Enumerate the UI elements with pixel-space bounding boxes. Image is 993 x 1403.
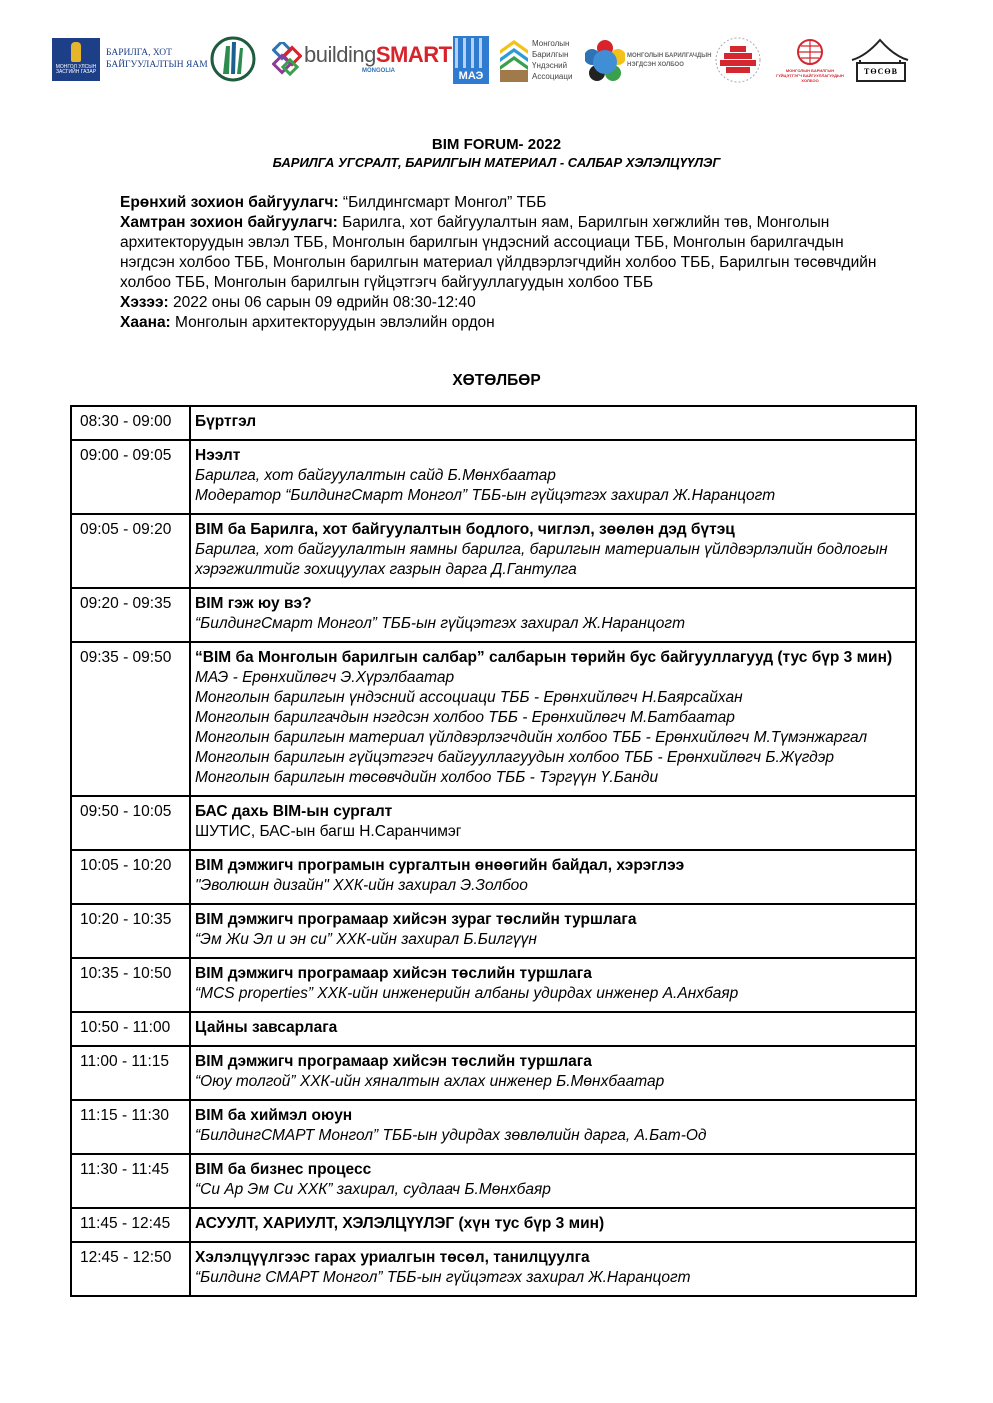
program-row: [71, 642, 916, 796]
session-speaker: ШУТИС, БАС-ын багш Н.Саранчимэг: [195, 823, 462, 840]
layered-roof-icon: [498, 38, 530, 84]
session-cell: [190, 642, 916, 796]
program-row: [71, 406, 916, 440]
session-speaker: “БилдингСМАРТ Монгол” ТББ-ын удирдах зөвлөлийн дарга, А.Бат-Од: [195, 1127, 707, 1144]
program-row: [71, 1208, 916, 1242]
organizer-line: [120, 193, 900, 213]
program-table-body: [71, 406, 916, 1296]
session-cell: [190, 904, 916, 958]
event-info: [120, 193, 900, 333]
session-topic: Нээлт: [195, 447, 241, 464]
session-speaker: “БилдингСмарт Монгол” ТББ-ын гүйцэтгэх захирал Ж.Наранцогт: [195, 615, 685, 632]
where-line: [120, 313, 900, 333]
program-row: [71, 1154, 916, 1208]
session-topic: Цайны завсарлага: [195, 1019, 338, 1036]
association-name: [532, 38, 572, 82]
time-slot: 09:35 - 09:50: [71, 642, 190, 796]
organizer-value: “Билдингсмарт Монгол” ТББ: [338, 194, 547, 211]
association-name-line: Монголын: [532, 39, 570, 48]
session-speaker: Барилга, хот байгуулалтын сайд Б.Мөнхбаатар: [195, 467, 556, 484]
contractors-name: [770, 68, 850, 83]
program-row: [71, 588, 916, 642]
building-materials-producers-logo: [714, 36, 762, 84]
session-topic: BIM дэмжигч програмын сургалтын өнөөгийн байдал, хэрэглээ: [195, 857, 685, 874]
association-name-line: Барилгын: [532, 50, 569, 59]
builders-union-name: [627, 52, 711, 70]
program-table: [70, 405, 917, 1297]
contractors-name-line: МОНГОЛЫН БАРИЛГЫН: [785, 68, 835, 73]
time-slot: 10:35 - 10:50: [71, 958, 190, 1012]
session-cell: [190, 1012, 916, 1046]
time-slot: 11:15 - 11:30: [71, 1100, 190, 1154]
time-slot: 08:30 - 09:00: [71, 406, 190, 440]
construction-development-center-logo: [210, 36, 256, 82]
when-label: Хэзээ:: [120, 294, 169, 311]
session-cell: [190, 1154, 916, 1208]
document-subtitle: БАРИЛГА УГСРАЛТ, БАРИЛГЫН МАТЕРИАЛ - САЛБАР ХЭЛЭЛЦҮҮЛЭГ: [272, 155, 721, 170]
time-slot: 10:50 - 11:00: [71, 1012, 190, 1046]
builders-union-name-line: НЭГДСЭН ХОЛБОО: [627, 62, 684, 68]
co-organizer-line: [120, 213, 900, 293]
time-slot: 09:05 - 09:20: [71, 514, 190, 588]
soyombo-emblem-icon: [71, 42, 81, 62]
general-contractors-logo: [770, 38, 850, 93]
time-slot: 09:00 - 09:05: [71, 440, 190, 514]
ministry-name-line: БАЙГУУЛАЛТЫН ЯАМ: [106, 60, 208, 70]
session-speaker: “Эм Жи Эл и эн си” ХХК-ийн захирал Б.Билгүүн: [195, 931, 537, 948]
time-slot: 11:45 - 12:45: [71, 1208, 190, 1242]
where-label: Хаана:: [120, 314, 171, 331]
circle-towers-icon: [210, 36, 256, 82]
session-cell: [190, 796, 916, 850]
organizer-label: Ерөнхий зохион байгуулагч:: [120, 194, 339, 211]
ministry-name-line: БАРИЛГА, ХОТ: [106, 48, 172, 58]
wordmark-building: building: [304, 42, 376, 67]
session-speaker: МАЭ - Ерөнхийлөгч Э.Хүрэлбаатар: [195, 669, 455, 686]
ministry-logo: [52, 38, 100, 81]
session-topic: АСУУЛТ, ХАРИУЛТ, ХЭЛЭЛЦҮҮЛЭГ (хүн тус бүр 3 мин): [195, 1215, 605, 1232]
session-cell: [190, 514, 916, 588]
contractors-name-line: ХОЛБОО: [801, 78, 819, 83]
program-row: [71, 1012, 916, 1046]
sponsor-logos: [50, 32, 920, 87]
association-name-line: Үндэсний: [532, 61, 568, 70]
session-topic: БАС дахь BIM-ын сургалт: [195, 803, 393, 820]
session-topic: BIM ба Барилга, хот байгуулалтын бодлого, чиглэл, зөөлөн дэд бүтэц: [195, 521, 735, 538]
buildingsmart-chain-icon: [272, 42, 302, 76]
document-title: BIM FORUM- 2022: [431, 136, 562, 153]
session-topic: Хэлэлцүүлгээс гарах уриалгын төсөл, танилцуулга: [195, 1249, 590, 1266]
time-slot: 11:00 - 11:15: [71, 1046, 190, 1100]
wordmark-smart: SMART: [375, 42, 452, 67]
session-speaker: Монголын барилгын материал үйлдвэрлэгчдийн холбоо ТББ - Ерөнхийлөгч М.Түмэнжаргал: [195, 729, 868, 746]
session-cell: [190, 588, 916, 642]
time-slot: 12:45 - 12:50: [71, 1242, 190, 1296]
mae-text: МАЭ: [458, 70, 484, 82]
builders-union-logo: [585, 36, 715, 91]
session-topic: BIM дэмжигч програмаар хийсэн зураг төслийн туршлага: [195, 911, 637, 928]
session-speaker: “Си Ар Эм Си ХХК” захирал, судлаач Б.Мөнхбаяр: [195, 1181, 551, 1198]
program-row: [71, 514, 916, 588]
time-slot: 09:20 - 09:35: [71, 588, 190, 642]
time-slot: 10:20 - 10:35: [71, 904, 190, 958]
program-row: [71, 850, 916, 904]
bricks-icon: [714, 36, 762, 84]
contractors-name-line: ГҮЙЦЭТГЭГЧ БАЙГУУЛЛАГУУДЫН: [776, 73, 844, 78]
session-speaker: Монголын барилгын төсөвчдийн холбоо ТББ - Тэргүүн Ү.Банди: [195, 769, 659, 786]
session-cell: [190, 850, 916, 904]
session-topic: BIM дэмжигч програмаар хийсэн төслийн туршлага: [195, 1053, 592, 1070]
estimators-text: ТӨСӨВ: [856, 62, 906, 82]
program-heading: ХӨТӨЛБӨР: [452, 372, 541, 389]
session-speaker: Монголын барилгын үндэсний ассоциаци ТББ - Ерөнхийлөгч Н.Баярсайхан: [195, 689, 743, 706]
session-speaker: Монголын барилгын гүйцэтгэгч байгууллагуудын холбоо ТББ - Ерөнхийлөгч Б.Жүгдэр: [195, 749, 834, 766]
program-row: [71, 796, 916, 850]
session-cell: [190, 406, 916, 440]
co-organizer-value: Барилга, хот байгуулалтын яам, Барилгын хөгжлийн төв, Монголын архитекторуудын эвлэл ТББ, Монголын барилгын үндэсний ассоциаци ТББ, Монголын барилгачдын нэгдсэн холбоо ТББ, Монголын барилгын материал үйлдвэрлэгчдийн холбоо ТББ, Барилгын төсөвчдийн холбоо ТББ, Монголын барилгын гүйцэтгэгч байгууллагуудын холбоо ТББ: [120, 214, 877, 291]
program-row: [71, 1242, 916, 1296]
program-row: [71, 958, 916, 1012]
where-value: Монголын архитекторуудын эвлэлийн ордон: [170, 314, 495, 331]
pagoda-roof-icon: [850, 36, 910, 64]
session-speaker: Монголын барилгачдын нэгдсэн холбоо ТББ - Ерөнхийлөгч М.Батбаатар: [195, 709, 735, 726]
ministry-name: [106, 47, 208, 71]
building-pattern-icon: [455, 38, 487, 68]
session-topic: Бүртгэл: [195, 413, 257, 430]
session-topic: BIM гэж юу вэ?: [195, 595, 312, 612]
when-value: 2022 оны 06 сарын 09 өдрийн 08:30-12:40: [168, 294, 476, 311]
session-speaker: "Эволюшн дизайн" ХХК-ийн захирал Э.Золбоо: [195, 877, 528, 894]
builders-union-name-line: МОНГОЛЫН БАРИЛГАЧДЫН: [627, 53, 712, 59]
program-row: [71, 1100, 916, 1154]
program-row: [71, 904, 916, 958]
ministry-caption: МОНГОЛ УЛСЫН ЗАСГИЙН ГАЗАР: [55, 64, 97, 75]
session-cell: [190, 1046, 916, 1100]
mae-logo: [453, 36, 489, 84]
session-speaker: “MCS properties” ХХК-ийн инженерийн албаны удирдах инженер А.Анхбаяр: [195, 985, 739, 1002]
time-slot: 10:05 - 10:20: [71, 850, 190, 904]
session-cell: [190, 958, 916, 1012]
time-slot: 09:50 - 10:05: [71, 796, 190, 850]
national-construction-association-logo: [498, 36, 578, 91]
session-speaker: Модератор “БилдингСмарт Монгол” ТББ-ын гүйцэтгэх захирал Ж.Наранцогт: [195, 487, 776, 504]
estimators-logo: [850, 36, 910, 91]
time-slot: 11:30 - 11:45: [71, 1154, 190, 1208]
co-organizer-label: Хамтран зохион байгуулагч:: [120, 214, 338, 231]
association-name-line: Ассоциаци: [532, 72, 573, 81]
buildingsmart-wordmark: [304, 42, 452, 68]
session-speaker: Барилга, хот байгуулалтын яамны барилга, барилгын материалын үйлдвэрлэлийн бодлогын хэрэгжилтийг зохицуулах газрын дарга Д.Гантулга: [195, 541, 888, 578]
session-cell: [190, 1208, 916, 1242]
session-speaker: “Билдинг СМАРТ Монгол” ТББ-ын гүйцэтгэх захирал Ж.Наранцогт: [195, 1269, 691, 1286]
session-speaker: “Оюу толгой” ХХК-ийн хяналтын ахлах инженер Б.Мөнхбаатар: [195, 1073, 665, 1090]
program-row: [71, 1046, 916, 1100]
wordmark-country: MONGOLIA: [362, 68, 395, 74]
when-line: [120, 293, 900, 313]
buildingsmart-mongolia-logo: [272, 40, 472, 80]
session-topic: BIM ба бизнес процесс: [195, 1161, 372, 1178]
program-row: [71, 440, 916, 514]
session-cell: [190, 1100, 916, 1154]
flower-emblem-icon: [585, 40, 625, 84]
session-cell: [190, 440, 916, 514]
session-topic: BIM дэмжигч програмаар хийсэн төслийн туршлага: [195, 965, 592, 982]
globe-emblem-icon: [795, 38, 825, 66]
session-topic: “BIM ба Монголын барилгын салбар” салбарын төрийн бус байгууллагууд (тус бүр 3 мин): [195, 649, 893, 666]
session-cell: [190, 1242, 916, 1296]
session-topic: BIM ба хиймэл оюун: [195, 1107, 353, 1124]
